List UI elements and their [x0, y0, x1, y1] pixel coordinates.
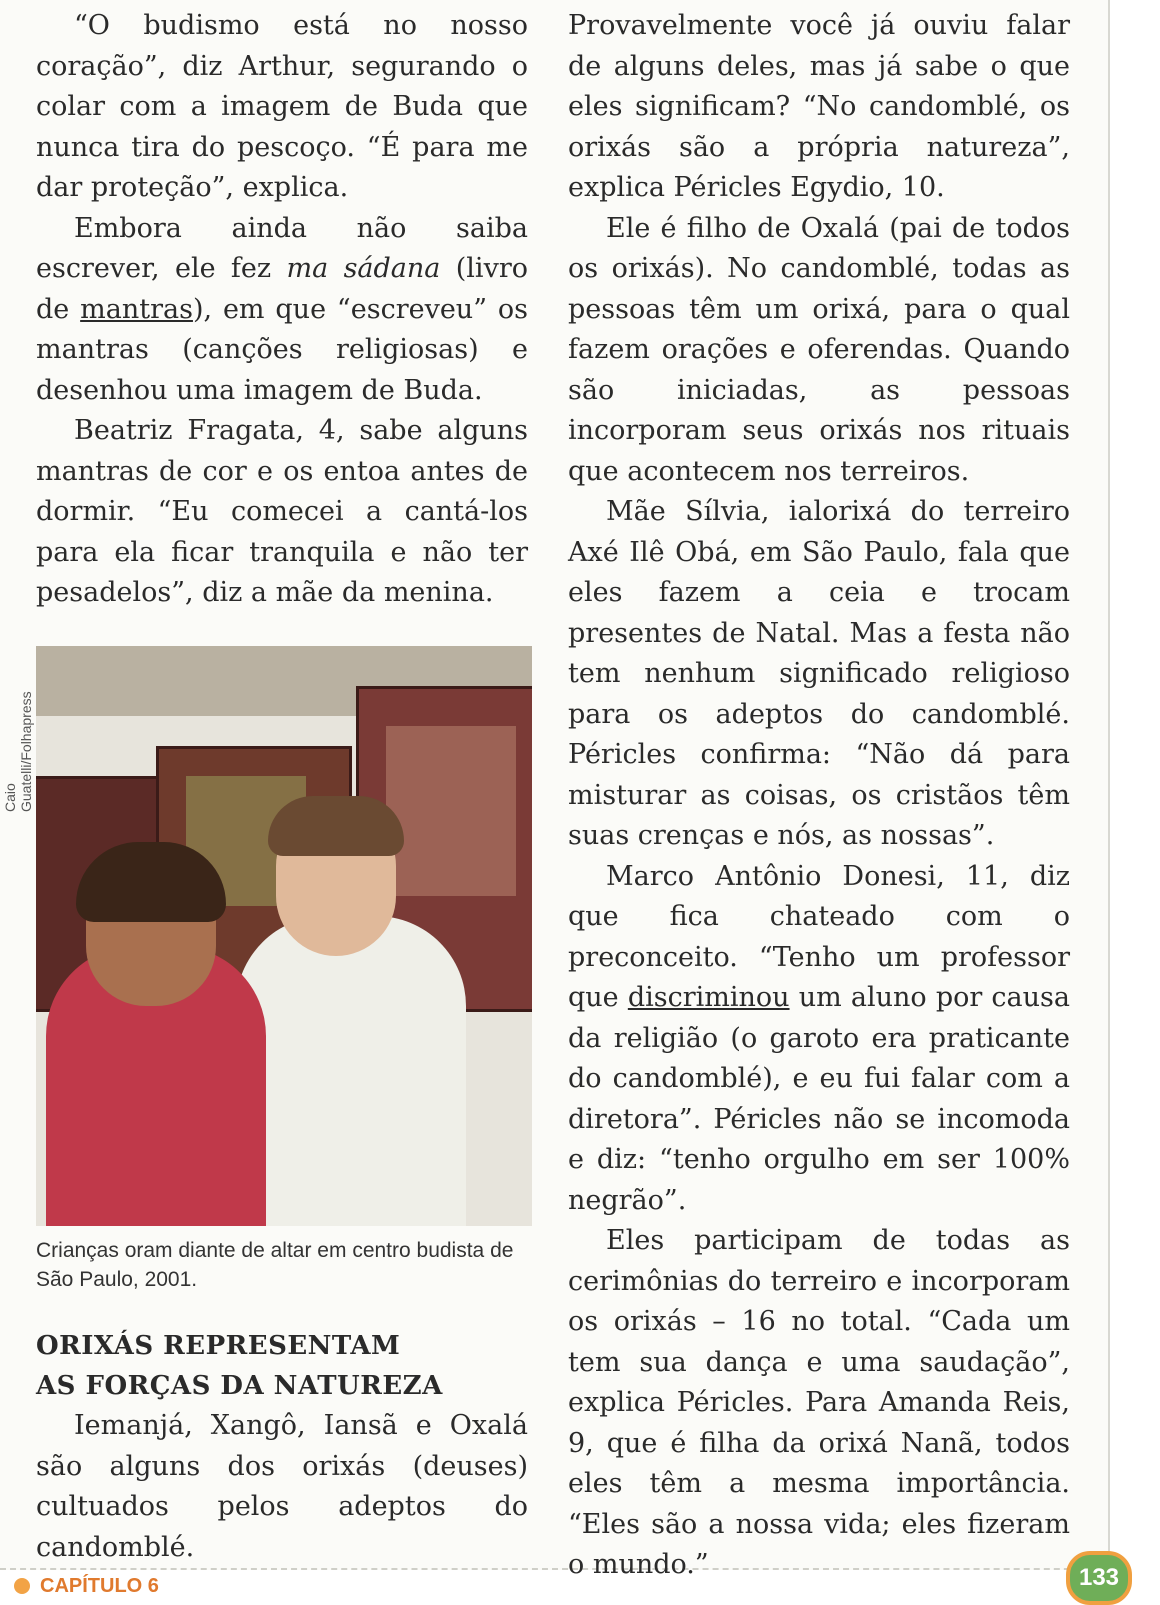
- paragraph-text: Embora ainda não saiba escrever, ele fez: [36, 212, 528, 284]
- paragraph: Eles participam de todas as cerimônias do terreiro e incorporam os orixás – 16 no total. “Cada um tem sua dança e uma saudação”, explica Péricles. Para Amanda Reis, 9, que é filha da orixá Nanã, todos eles têm a mesma importância. “Eles são a nossa vida; eles fizeram o mundo.”: [568, 1225, 1070, 1580]
- paragraph: Ele é filho de Oxalá (pai de todos os orixás). No candomblé, todas as pessoas têm um orixá, para o qual fazem orações e oferendas. Quando são iniciadas, as pessoas incorporam seus orixás nos rituais que acontecem nos terreiros.: [568, 212, 1070, 487]
- photo-credit: Caio Guatelli/Folhapress: [2, 691, 34, 812]
- section-heading-line: AS FORÇAS DA NATUREZA: [36, 1371, 443, 1401]
- glossary-term: mantras: [80, 293, 193, 325]
- right-column: [568, 6, 1070, 1586]
- paragraph: Provavelmente você já ouviu falar de alguns deles, mas já sabe o que eles significam? “No candomblé, os orixás são a própria natureza”, explica Péricles Egydio, 10.: [568, 10, 1070, 203]
- page-number: 133: [1066, 1551, 1132, 1605]
- paragraph: [568, 857, 1070, 1222]
- paragraph-text: um aluno por causa da religião (o garoto era praticante do candomblé), e eu fui falar com a diretora”. Péricles não se incomoda e diz: “tenho orgulho em ser 100% negrão”.: [568, 982, 1070, 1216]
- paragraph-text: ), em que “escreveu” os mantras (canções religiosas) e desenhou uma imagem de Buda.: [36, 293, 528, 406]
- section-heading-line: ORIXÁS REPRESENTAM: [36, 1331, 401, 1361]
- photo-child-hair: [268, 796, 404, 856]
- paragraph: Mãe Sílvia, ialorixá do terreiro Axé Ilê Obá, em São Paulo, fala que eles fazem a ceia e trocam presentes de Natal. Mas a festa não tem nenhum significado religioso para os adeptos do candomblé. Péricles confirma: “Não dá para misturar as coisas, os cristãos têm suas crenças e nós, as nossas”.: [568, 496, 1070, 851]
- glossary-term: discriminou: [627, 982, 790, 1013]
- photo-caption: Crianças oram diante de altar em centro budista de São Paulo, 2001.: [36, 1239, 514, 1291]
- paragraph: Beatriz Fragata, 4, sabe alguns mantras de cor e os entoa antes de dormir. “Eu comecei a cantá-los para ela ficar tranquila e não ter pesadelos”, diz a mãe da menina.: [36, 415, 528, 608]
- paragraph-text: (livro de: [36, 253, 528, 325]
- bullet-icon: [14, 1578, 30, 1594]
- photo-child-white-shirt: [236, 916, 466, 1226]
- paragraph: “O budismo está no nosso coração”, diz Arthur, segurando o colar com a imagem de Buda que nunca tira do pescoço. “É para me dar proteção”, explica.: [36, 10, 528, 203]
- photo-children-praying: [36, 646, 532, 1226]
- paragraph-text: Marco Antônio Donesi, 11, diz que fica chateado com o preconceito. “Tenho um professor que: [568, 860, 1070, 1013]
- chapter-footer: [14, 1574, 159, 1598]
- book-title: ma sádana: [286, 253, 441, 284]
- paragraph: Iemanjá, Xangô, Iansã e Oxalá são alguns dos orixás (deuses) cultuados pelos adeptos do candomblé.: [36, 1410, 528, 1563]
- left-column: [36, 6, 528, 614]
- paragraph: [36, 209, 528, 412]
- section-body: [36, 1406, 528, 1568]
- chapter-label: CAPÍTULO 6: [40, 1574, 159, 1597]
- section-heading: [36, 1326, 532, 1406]
- photo-thangka: [386, 726, 516, 896]
